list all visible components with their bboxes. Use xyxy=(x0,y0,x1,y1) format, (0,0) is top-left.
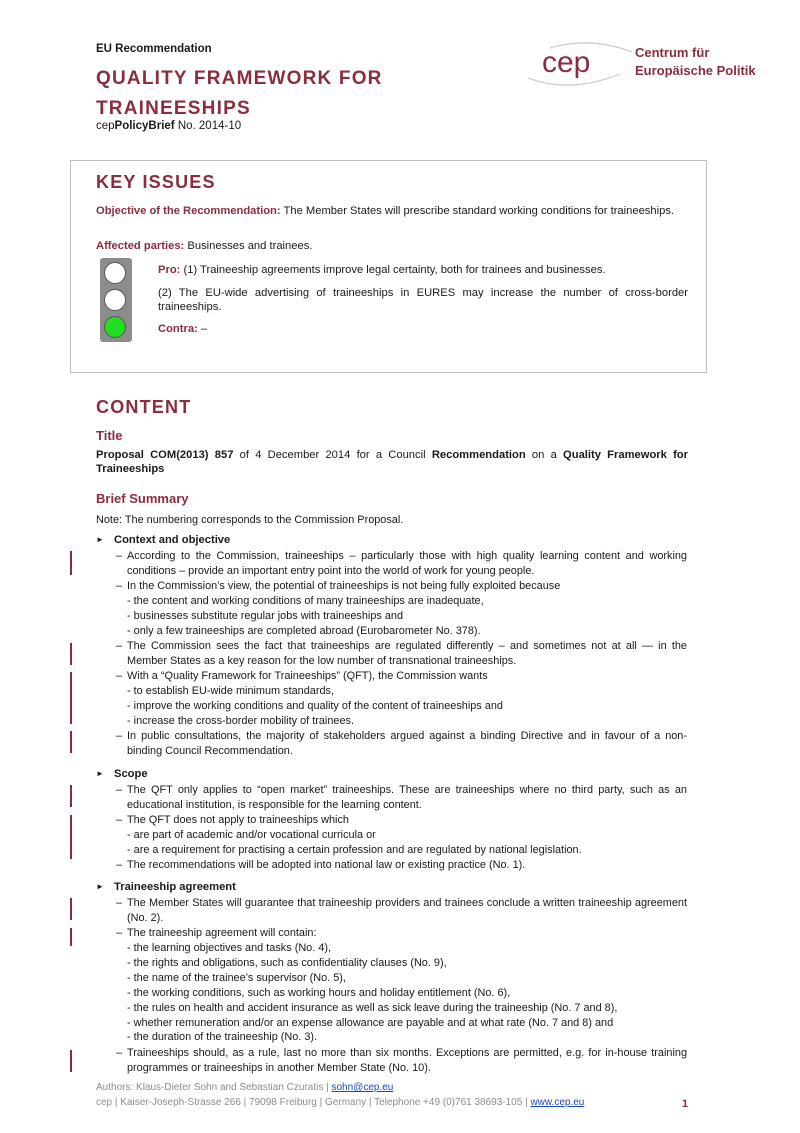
agreement-section-heading xyxy=(96,881,236,893)
logo-name-line-1: Centrum für xyxy=(635,45,710,60)
numbering-note: Note: The numbering corresponds to the Commission Proposal. xyxy=(96,514,404,526)
proposal-date: of 4 December 2014 for a Council xyxy=(233,449,432,461)
title-line-2: TRAINEESHIPS xyxy=(96,98,251,119)
contra-paragraph xyxy=(158,322,688,336)
website-link[interactable]: www.cep.eu xyxy=(530,1097,585,1108)
scope-item-2: The QFT does not apply to traineeships which xyxy=(127,814,349,826)
contra-label: Contra: xyxy=(158,323,198,335)
list-item: - businesses substitute regular jobs with traineeships and xyxy=(127,609,404,622)
change-bar xyxy=(70,898,72,920)
proposal-ref: Proposal COM(2013) 857 xyxy=(96,449,234,461)
change-bar xyxy=(70,551,72,575)
list-item: – The Member States will guarantee that traineeship providers and trainees conclude a written traineeship agreement (No. 2). xyxy=(116,897,687,924)
change-bar xyxy=(70,928,72,946)
list-item: – In the Commission’s view, the potential of traineeships is not being fully exploited because xyxy=(116,580,561,592)
agreement-item-3: Traineeships should, as a rule, last no more than six months. Exceptions are permitted, e.g. for in-house training programmes or traineeships in another Member State (No. 10). xyxy=(127,1047,687,1074)
traffic-light-icon xyxy=(100,258,132,342)
scope-item-1: The QFT only applies to “open market” traineeships. These are traineeships where no third party, such as an educational institution, is responsible for the learning content. xyxy=(127,784,687,811)
affected-label: Affected parties: xyxy=(96,240,185,252)
content-heading: CONTENT xyxy=(96,397,192,417)
list-item: - the content and working conditions of many traineeships are inadequate, xyxy=(127,595,484,607)
objective-text: The Member States will prescribe standard working conditions for traineeships. xyxy=(280,205,675,217)
pro-1-text: (1) Traineeship agreements improve legal certainty, both for trainees and businesses. xyxy=(180,264,606,276)
context-section-heading xyxy=(96,534,230,546)
scope-head-text: Scope xyxy=(114,768,148,780)
context-item-5: In public consultations, the majority of stakeholders argued against a binding Directive and in favour of a non-binding Council Recommendation. xyxy=(127,730,687,757)
list-item: - the name of the trainee’s supervisor (No. 5), xyxy=(127,971,346,984)
pro-paragraph-2: (2) The EU-wide advertising of traineeships in EURES may increase the number of cross-border traineeships. xyxy=(158,287,688,313)
context-item-4: With a “Quality Framework for Traineeships” (QFT), the Commission wants xyxy=(127,670,488,682)
contra-text: – xyxy=(197,323,208,335)
change-bar xyxy=(70,643,72,665)
address-text: cep | Kaiser-Joseph-Strasse 266 | 79098 Freiburg | Germany | Telephone +49 (0)761 38693-105 | xyxy=(96,1097,531,1108)
change-bar xyxy=(70,672,72,724)
proposal-title xyxy=(96,448,688,476)
context-item-1: According to the Commission, traineeships – particularly those with high quality learning content and working conditions – provide an important entry point into the world of work for young people. xyxy=(127,550,687,577)
context-item-2: In the Commission’s view, the potential of traineeships is not being fully exploited because xyxy=(127,580,561,592)
agreement-item-2: The traineeship agreement will contain: xyxy=(127,927,317,939)
logo-text: cep xyxy=(542,46,591,79)
list-item: - the duration of the traineeship (No. 3). xyxy=(127,1031,318,1044)
triangle-bullet-icon: ► xyxy=(96,535,104,544)
traffic-light-bottom-green-icon xyxy=(104,316,126,338)
list-item: - are a requirement for practising a certain profession and are regulated by national legislation. xyxy=(127,843,582,856)
affected-paragraph xyxy=(96,239,688,253)
proposal-subject: Quality Framework for Traineeships xyxy=(96,449,688,475)
logo-name-line-2: Europäische Politik xyxy=(635,63,756,78)
list-item: – According to the Commission, traineeships – particularly those with high quality learning content and working conditions – provide an important entry point into the world of work for young people. xyxy=(116,550,687,577)
agreement-item-1: The Member States will guarantee that traineeship providers and trainees conclude a written traineeship agreement (No. 2). xyxy=(127,897,687,924)
proposal-on: on a xyxy=(525,449,564,461)
list-item: – The QFT does not apply to traineeships which xyxy=(116,814,349,826)
agreement-head-text: Traineeship agreement xyxy=(114,881,236,893)
list-item: - the learning objectives and tasks (No. 4), xyxy=(127,942,331,954)
author-email-link[interactable]: sohn@cep.eu xyxy=(331,1082,394,1093)
list-item: – Traineeships should, as a rule, last no more than six months. Exceptions are permitted, e.g. for in-house training programmes or traineeships in another Member State (No. 10). xyxy=(116,1047,687,1074)
change-bar xyxy=(70,785,72,807)
logo-organization-name xyxy=(635,44,756,80)
proposal-type: Recommendation xyxy=(431,449,526,461)
list-item: – The recommendations will be adopted into national law or existing practice (No. 1). xyxy=(116,859,526,871)
list-item: – The Commission sees the fact that traineeships are regulated differently – and sometimes not at all — in the Member States as a key reason for the low number of transnational traineeships. xyxy=(116,640,687,667)
context-item-2-sublist xyxy=(127,594,687,639)
key-issues-heading: KEY ISSUES xyxy=(96,172,216,192)
list-item: - improve the working conditions and quality of the content of traineeships and xyxy=(127,699,503,712)
list-item: - to establish EU-wide minimum standards, xyxy=(127,685,334,697)
list-item: – The QFT only applies to “open market” traineeships. These are traineeships where no third party, such as an educational institution, is responsible for the learning content. xyxy=(116,784,687,811)
document-title xyxy=(96,64,383,124)
list-item: – In public consultations, the majority of stakeholders argued against a binding Directive and in favour of a non-binding Council Recommendation. xyxy=(116,730,687,757)
pro-paragraph-1 xyxy=(158,263,688,277)
footer-address xyxy=(96,1097,584,1108)
scope-item-2-sublist xyxy=(127,828,687,858)
agreement-item-2-sublist xyxy=(127,941,687,1045)
objective-label: Objective of the Recommendation: xyxy=(96,205,281,217)
objective-paragraph xyxy=(96,204,688,218)
list-item: – With a “Quality Framework for Traineeships” (QFT), the Commission wants xyxy=(116,670,488,682)
pb-bold: PolicyBrief xyxy=(114,120,175,132)
pb-no: No. 2014-10 xyxy=(174,120,242,132)
policybrief-number xyxy=(96,120,241,132)
authors-text: Authors: Klaus-Dieter Sohn and Sebastian Czuratis | xyxy=(96,1082,332,1093)
context-item-4-sublist xyxy=(127,684,687,729)
triangle-bullet-icon: ► xyxy=(96,769,104,778)
context-head-text: Context and objective xyxy=(114,534,231,546)
page-number: 1 xyxy=(682,1098,689,1110)
traffic-light-top-icon xyxy=(104,262,126,284)
context-item-3: The Commission sees the fact that traineeships are regulated differently – and sometimes not at all — in the Member States as a key reason for the low number of transnational traineeships. xyxy=(127,640,687,667)
list-item: - increase the cross-border mobility of trainees. xyxy=(127,714,354,727)
list-item: - whether remuneration and/or an expense allowance are payable and at what rate (No. 7 and 8) and xyxy=(127,1016,614,1029)
pro-label: Pro: xyxy=(158,264,181,276)
change-bar xyxy=(70,1050,72,1072)
change-bar xyxy=(70,731,72,753)
pb-prefix: cep xyxy=(96,120,115,132)
affected-text: Businesses and trainees. xyxy=(184,240,313,252)
list-item: – The traineeship agreement will contain: xyxy=(116,927,317,939)
list-item: - the rules on health and accident insurance as well as sick leave during the traineeship (No. 7 and 8), xyxy=(127,1001,618,1014)
list-item: - are part of academic and/or vocational curricula or xyxy=(127,829,376,841)
change-bar xyxy=(70,815,72,859)
triangle-bullet-icon: ► xyxy=(96,882,104,891)
title-line-1: QUALITY FRAMEWORK FOR xyxy=(96,68,383,89)
list-item: - the rights and obligations, such as confidentiality clauses (No. 9), xyxy=(127,956,447,969)
title-heading: Title xyxy=(96,428,123,443)
scope-item-3: The recommendations will be adopted into national law or existing practice (No. 1). xyxy=(127,859,526,871)
brief-summary-heading: Brief Summary xyxy=(96,491,189,506)
traffic-light-middle-icon xyxy=(104,289,126,311)
list-item: - only a few traineeships are completed abroad (Eurobarometer No. 378). xyxy=(127,624,481,637)
document-type-label: EU Recommendation xyxy=(96,43,212,55)
footer-authors xyxy=(96,1082,393,1093)
scope-section-heading xyxy=(96,768,148,780)
list-item: - the working conditions, such as working hours and holiday entitlement (No. 6), xyxy=(127,986,511,999)
